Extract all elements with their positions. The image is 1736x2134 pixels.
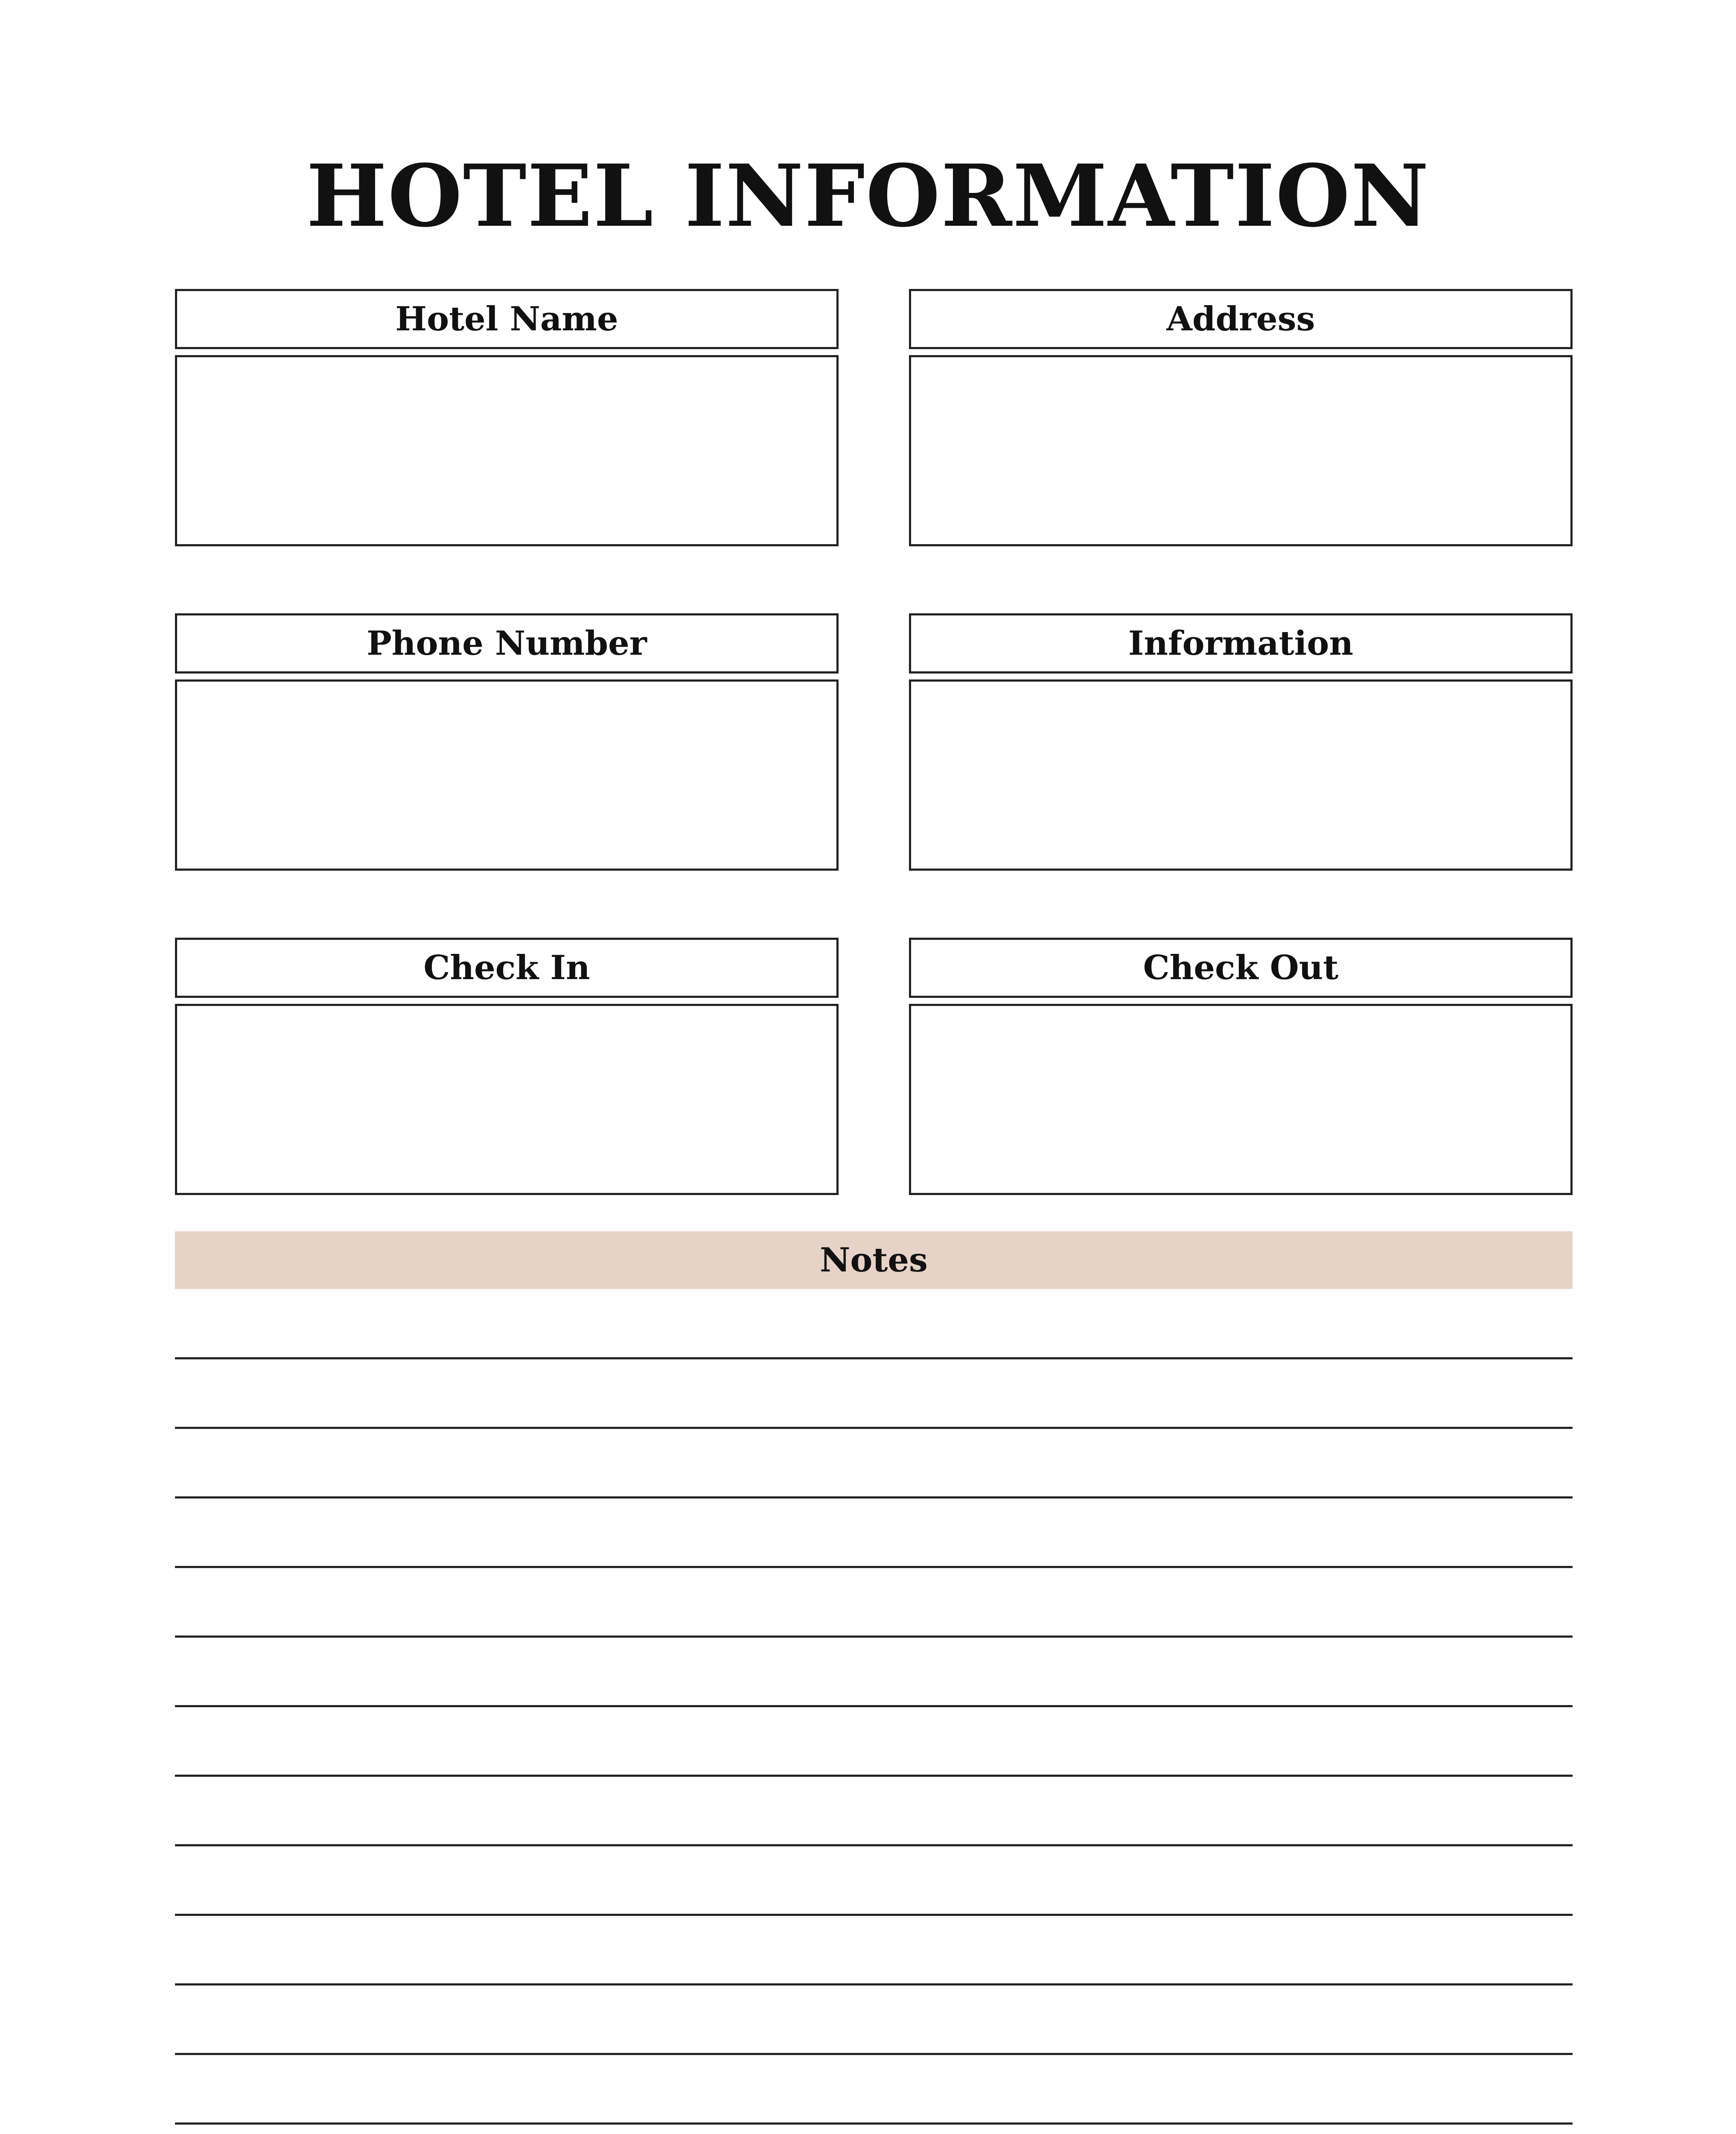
notes-header: Notes [175, 1231, 1573, 1289]
hotel-name-field [175, 289, 839, 546]
note-line [175, 1983, 1573, 1985]
check-out-input[interactable] [909, 1004, 1573, 1195]
note-line [175, 1357, 1573, 1359]
note-line [175, 1635, 1573, 1638]
information-field [909, 613, 1573, 871]
address-input[interactable] [909, 355, 1573, 546]
note-line [175, 1705, 1573, 1707]
hotel-name-input[interactable] [175, 355, 839, 546]
phone-number-input[interactable] [175, 679, 839, 871]
note-line [175, 1427, 1573, 1429]
phone-number-label: Phone Number [175, 613, 839, 673]
address-field [909, 289, 1573, 546]
note-line [175, 1775, 1573, 1777]
check-in-label: Check In [175, 938, 839, 998]
check-in-field [175, 938, 839, 1195]
information-input[interactable] [909, 679, 1573, 871]
note-line [175, 2122, 1573, 2125]
note-line [175, 1496, 1573, 1498]
notes-lines[interactable] [175, 1289, 1573, 2134]
note-line [175, 1914, 1573, 1916]
note-line [175, 1566, 1573, 1568]
hotel-name-label: Hotel Name [175, 289, 839, 349]
information-label: Information [909, 613, 1573, 673]
phone-number-field [175, 613, 839, 871]
note-line [175, 2053, 1573, 2055]
check-out-label: Check Out [909, 938, 1573, 998]
check-out-field [909, 938, 1573, 1195]
check-in-input[interactable] [175, 1004, 839, 1195]
address-label: Address [909, 289, 1573, 349]
note-line [175, 1844, 1573, 1846]
page-title: HOTEL INFORMATION [306, 146, 1430, 246]
